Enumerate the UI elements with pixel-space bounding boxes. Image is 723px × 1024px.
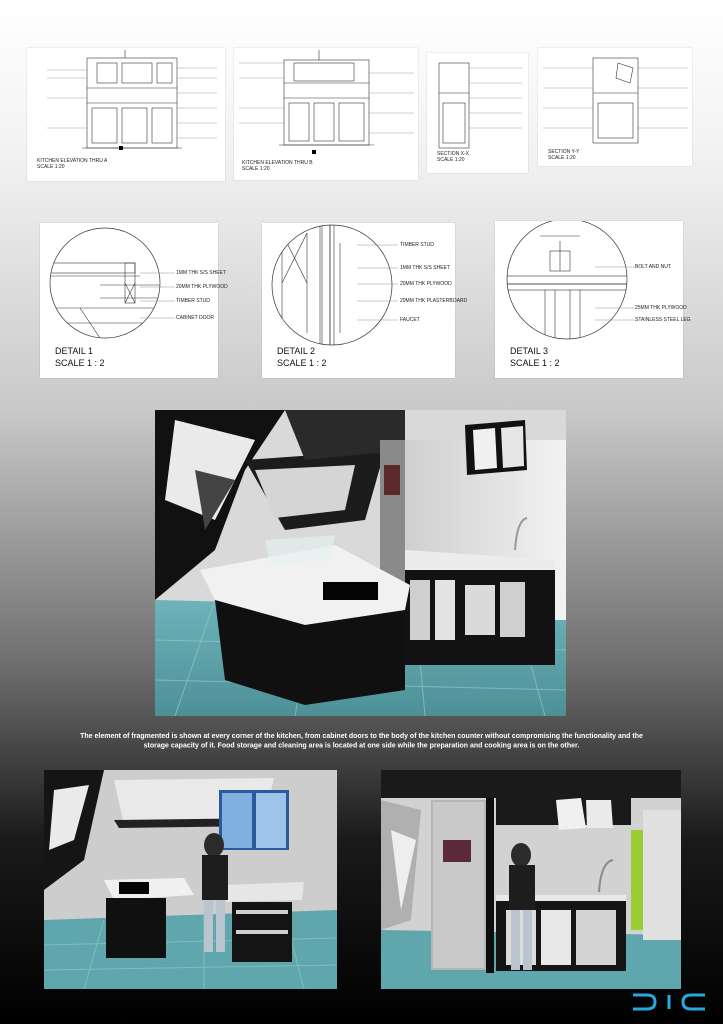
detail-2-label: 1MM THK S/S SHEET (400, 265, 450, 271)
section-x-sheet (427, 53, 528, 173)
elevation-a-scale: SCALE 1:20 (37, 164, 65, 170)
detail-3-sheet (495, 221, 691, 378)
detail-2-label: 20MM THK PLYWOOD (400, 281, 452, 287)
logo-mark-icon (629, 991, 709, 1013)
detail-2-label: 20MM THK PLASTERBOARD (400, 298, 468, 304)
elevation-b-scale: SCALE 1:20 (242, 166, 270, 172)
detail-2-title: DETAIL 2 (277, 346, 316, 356)
detail-3-label: 25MM THK PLYWOOD (635, 305, 687, 311)
kitchen-render-cooking (44, 770, 337, 989)
detail-1-sheet (40, 223, 228, 378)
cleaning-area-illustration (381, 770, 681, 989)
project-description: The element of fragmented is shown at every corner of the kitchen, from cabinet doors to the body of the kitchen counter without compromising the functionality and the storage capacity of it. Food storage and cleaning area is located at one side while the preparation and cooking area is on the other. (80, 732, 643, 750)
detail-2-label: TIMBER STUD (400, 242, 434, 248)
cooking-area-illustration (44, 770, 337, 989)
did-logo (629, 991, 709, 1018)
elevation-b-title: KITCHEN ELEVATION THRU B (242, 160, 313, 166)
section-x-title: SECTION X-X (437, 151, 469, 157)
detail-3-label: BOLT AND NUT (635, 264, 671, 270)
detail-1-label: CABINET DOOR (176, 315, 214, 321)
detail-1-scale: SCALE 1 : 2 (55, 358, 105, 368)
detail-3-label: STAINLESS STEEL LEG (635, 317, 691, 323)
detail-3-scale: SCALE 1 : 2 (510, 358, 560, 368)
detail-1-label: 1MM THK S/S SHEET (176, 270, 226, 276)
section-x-scale: SCALE 1:20 (437, 157, 465, 163)
section-y-title: SECTION Y-Y (548, 149, 580, 155)
section-y-sheet (538, 48, 692, 166)
elevation-a-sheet (27, 48, 225, 181)
elevation-a-title: KITCHEN ELEVATION THRU A (37, 158, 108, 164)
detail-2-label: FAUCET (400, 317, 420, 323)
detail-1-label: 20MM THK PLYWOOD (176, 284, 228, 290)
detail-3-title: DETAIL 3 (510, 346, 549, 356)
kitchen-main-illustration (155, 410, 566, 716)
section-y-scale: SCALE 1:20 (548, 155, 576, 161)
detail-2-scale: SCALE 1 : 2 (277, 358, 327, 368)
elevation-b-sheet (234, 48, 418, 180)
detail-1-title: DETAIL 1 (55, 346, 94, 356)
detail-1-label: TIMBER STUD (176, 298, 210, 304)
kitchen-render-cleaning (381, 770, 681, 989)
kitchen-main-render (155, 410, 566, 716)
detail-2-sheet (262, 223, 468, 378)
